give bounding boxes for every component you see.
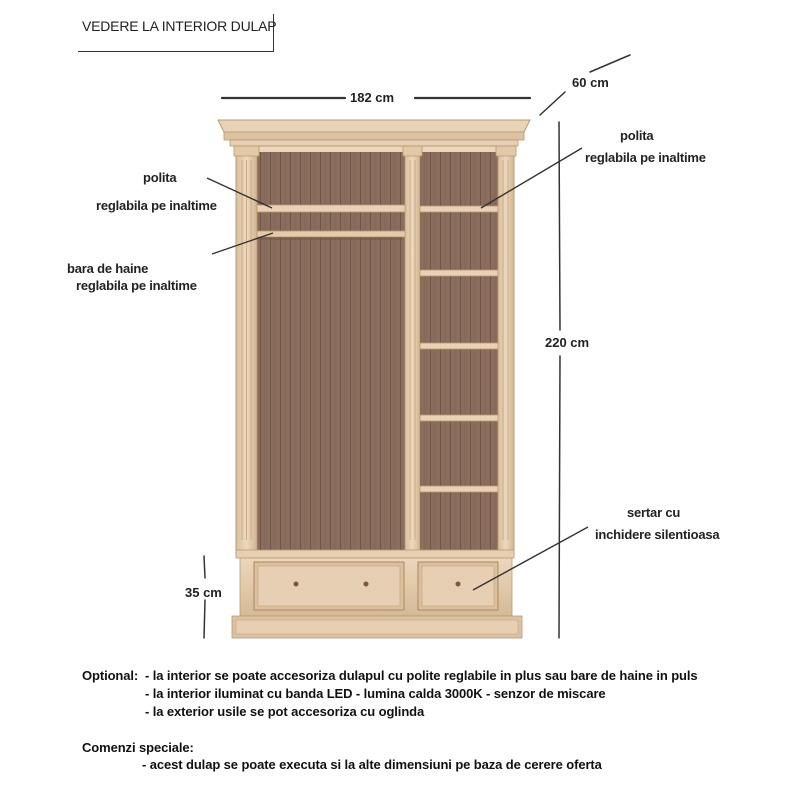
- drawer-label-1: sertar cu: [627, 505, 681, 520]
- left-shelf: [257, 205, 405, 212]
- base-height-dimension: 35 cm: [185, 585, 222, 600]
- rail-label-2: reglabila pe inaltime: [76, 278, 197, 293]
- special-heading: Comenzi speciale:: [82, 740, 194, 755]
- clothes-rail: [257, 231, 405, 237]
- right-shelf-label-1: polita: [620, 128, 654, 143]
- height-dimension: 220 cm: [545, 335, 590, 350]
- rail-label-1: bara de haine: [67, 261, 149, 276]
- left-shelf-label-2: reglabila pe inaltime: [96, 198, 217, 213]
- page-title: VEDERE LA INTERIOR DULAP: [82, 18, 277, 34]
- depth-dimension: 60 cm: [572, 75, 609, 90]
- optional-item: - la exterior usile se pot accesoriza cu oglinda: [145, 704, 425, 719]
- center-pilaster: [403, 146, 422, 554]
- drawer-label-2: inchidere silentioasa: [595, 527, 720, 542]
- optional-item: - la interior iluminat cu banda LED - lumina calda 3000K - senzor de miscare: [145, 686, 606, 701]
- left-shelf-label-1: polita: [143, 170, 177, 185]
- left-pilaster: [234, 146, 259, 554]
- optional-heading: Optional:: [82, 668, 139, 683]
- wardrobe-cornice: [218, 120, 530, 146]
- right-pilaster: [496, 146, 516, 554]
- special-item: - acest dulap se poate executa si la alte dimensiuni pe baza de cerere oferta: [142, 757, 602, 772]
- optional-item: - la interior se poate accesoriza dulapul cu polite reglabile in plus sau bare de haine in puls: [145, 668, 698, 683]
- width-dimension: 182 cm: [350, 90, 395, 105]
- drawer-base: [232, 550, 522, 638]
- right-shelf-label-2: reglabila pe inaltime: [585, 150, 706, 165]
